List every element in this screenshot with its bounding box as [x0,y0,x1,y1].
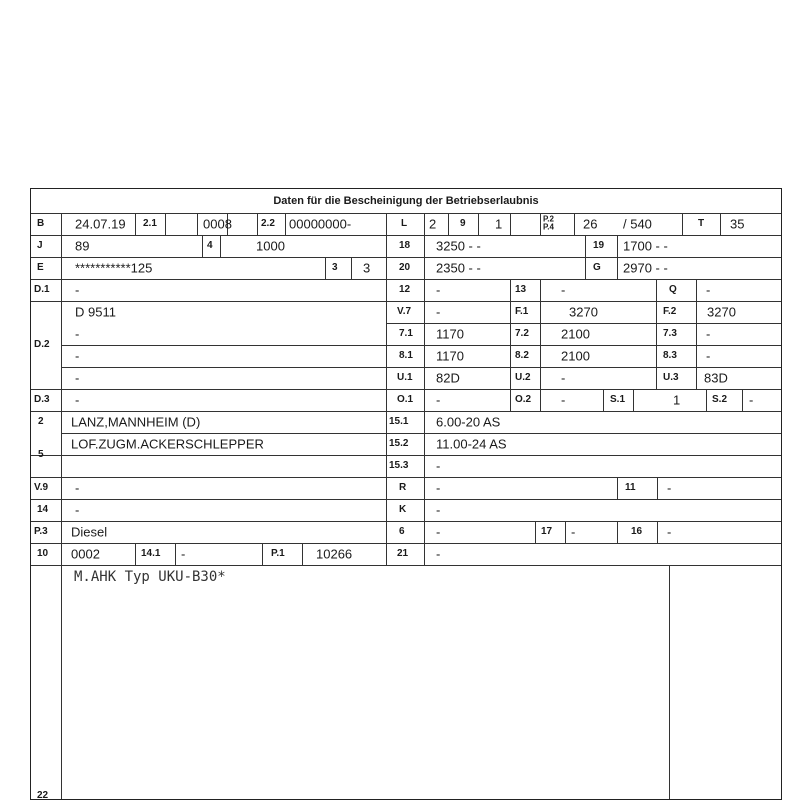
field-label-f10: 10 [37,548,49,559]
grid-line-v [720,213,721,235]
grid-line-h [31,455,782,456]
field-label-f13: 13 [515,284,527,295]
field-label-f4: 4 [207,240,213,251]
field-label-V9: V.9 [34,482,49,493]
field-label-D1: D.1 [34,284,50,295]
grid-line-v [565,521,566,543]
grid-line-h [31,477,782,478]
field-label-J: J [37,240,43,251]
field-label-F1: F.1 [515,306,529,317]
field-value-B: 24.07.19 [75,216,126,232]
grid-line-h [31,301,782,302]
grid-line-h [31,213,782,214]
field-label-f3: 3 [332,262,338,273]
field-label-f15_2: 15.2 [389,438,409,449]
field-value-D1: - [75,282,80,298]
field-value-f9: 1 [495,216,503,232]
field-value-f10: 0002 [71,546,100,562]
field-value-f2: LANZ,MANNHEIM (D) [71,414,201,430]
grid-line-v [540,279,541,389]
grid-line-v [535,521,536,543]
grid-line-h [31,389,782,390]
field-label-f14_1: 14.1 [141,548,161,559]
grid-line-v [742,389,743,411]
field-label-O2: O.2 [515,394,532,405]
field-value-P2P4: / 540 [623,216,652,232]
grid-line-v [682,213,683,235]
grid-line-h [31,279,782,280]
grid-line-v [617,235,618,279]
field-value-f18: 3250 - - [436,238,481,254]
field-label-F2: F.2 [663,306,677,317]
field-label-U3: U.3 [663,372,679,383]
field-label-P3: P.3 [34,526,48,537]
field-label-f6: 6 [399,526,405,537]
grid-line-v [657,521,658,543]
grid-line-v [617,477,618,499]
field-label-f14: 14 [37,504,49,515]
field-value-F1: 3270 [569,304,598,320]
grid-line-v [540,389,541,411]
grid-line-v [510,279,511,389]
field-value-E: ***********125 [75,260,153,276]
grid-line-v [61,213,62,800]
registration-data-form [30,188,782,800]
grid-line-h [31,499,782,500]
grid-line-h [31,411,782,412]
field-label-S1: S.1 [610,394,626,405]
grid-line-v [656,279,657,389]
form-title: Daten für die Bescheinigung der Betriebserlaubnis [273,195,539,207]
field-value-D2-line: - [75,348,80,364]
field-value-D2-line: D 9511 [75,304,116,320]
field-label-f8_2: 8.2 [515,350,529,361]
field-value-D2-line: - [75,370,80,386]
field-value-P3: Diesel [71,524,108,540]
field-label-f12: 12 [399,284,411,295]
field-value-U3: 83D [704,370,728,386]
grid-line-v [202,235,203,257]
field-value-f7_1: 1170 [436,326,464,342]
field-value-f2_1: 0008 [203,216,232,232]
field-value-f3: 3 [363,260,371,276]
field-label-f7_3: 7.3 [663,328,677,339]
field-label-f2_2: 2.2 [261,218,275,229]
grid-line-h [31,521,782,522]
field-label-V7: V.7 [397,306,412,317]
grid-line-h [61,367,782,368]
field-value-D3: - [75,392,80,408]
field-label-f20: 20 [399,262,411,273]
grid-line-v [165,213,166,235]
field-value-f13: - [561,282,566,298]
field-value-D2-line: - [75,326,80,342]
grid-line-v [386,213,387,565]
field-value-f11: - [667,480,672,496]
field-label-f2: 2 [38,416,44,427]
field-label-P2P4: P.2 P.4 [543,214,554,232]
grid-line-h [31,257,782,258]
grid-line-v [706,389,707,411]
field-label-E: E [37,262,44,273]
field-label-f8_3: 8.3 [663,350,677,361]
grid-line-h [31,543,782,544]
field-value-R: - [436,480,441,496]
field-value-J: 89 [75,238,90,254]
grid-line-h [31,235,782,236]
field-value-f21: - [436,546,441,562]
field-value-F2: 3270 [707,304,736,320]
field-value-O2: - [561,392,566,408]
field-label-f7_2: 7.2 [515,328,529,339]
grid-line-v [574,213,575,235]
field-value-f17: - [571,524,576,540]
grid-line-v [135,213,136,235]
field-value-U2: - [561,370,566,386]
field-label-R: R [399,482,407,493]
field-label-f9: 9 [460,218,466,229]
grid-line-v [657,477,658,499]
field-value-f7_2: 2100 [561,326,590,342]
field-label-f15_3: 15.3 [389,460,409,471]
field-label-P1: P.1 [271,548,285,559]
grid-line-v [220,235,221,257]
field-label-f22: 22 [37,790,49,800]
field-label-O1: O.1 [397,394,414,405]
grid-line-v [633,389,634,411]
grid-line-v [424,213,425,565]
field-label-f15_1: 15.1 [389,416,409,427]
grid-line-v [478,213,479,235]
grid-line-v [540,213,541,235]
field-label-K: K [399,504,407,515]
field-value-T: 35 [730,216,745,232]
grid-line-h [386,433,782,434]
field-value-O1: - [436,392,441,408]
field-label-f5: 5 [38,449,44,460]
grid-line-v [302,543,303,565]
field-label-U2: U.2 [515,372,531,383]
grid-line-v [448,213,449,235]
grid-line-h [61,345,782,346]
grid-line-v [351,257,352,279]
field-label-f16: 16 [631,526,643,537]
field-value-V7: - [436,304,441,320]
field-value-L: 2 [429,216,437,232]
field-value-U1: 82D [436,370,460,386]
field-value-f14_1: - [181,546,186,562]
grid-line-h [386,323,782,324]
grid-line-v [617,521,618,543]
field-value-f15_2: 11.00-24 AS [436,436,507,452]
grid-line-v [510,389,511,411]
field-value-f14: - [75,502,80,518]
field-value-f2_2: 00000000- [289,216,352,232]
grid-line-v [285,213,286,235]
field-value-f20: 2350 - - [436,260,481,276]
field-value-f15_1: 6.00-20 AS [436,414,501,430]
field-value-P2P4: 26 [583,216,598,232]
field-value-S1: 1 [673,392,681,408]
grid-line-v [197,213,198,235]
field-label-S2: S.2 [712,394,728,405]
field-label-D2: D.2 [34,339,50,350]
field-label-G: G [593,262,601,273]
field-label-Q: Q [669,284,677,295]
field-label-f19: 19 [593,240,605,251]
field-label-f7_1: 7.1 [399,328,413,339]
field-value-f4: 1000 [256,238,285,254]
field-label-f11: 11 [625,482,636,493]
field-value-f7_3: - [706,326,711,342]
field-label-D3: D.3 [34,394,50,405]
grid-line-h [61,433,386,434]
field-value-f15_3: - [436,458,441,474]
grid-line-v [325,257,326,279]
field-value-K: - [436,502,441,518]
grid-line-v [262,543,263,565]
grid-line-v [669,565,670,800]
field-label-f18: 18 [399,240,411,251]
grid-line-v [175,543,176,565]
field-label-B: B [37,218,45,229]
field-value-f8_2: 2100 [561,348,590,364]
grid-line-v [510,213,511,235]
field-value-G: 2970 - - [623,260,668,276]
grid-line-v [257,213,258,235]
field-value-f8_1: 1170 [436,348,464,364]
field-value-f22: M.AHK Typ UKU-B30* [74,569,226,585]
field-label-U1: U.1 [397,372,413,383]
field-value-f12: - [436,282,441,298]
field-value-f19: 1700 - - [623,238,668,254]
field-label-f21: 21 [397,548,409,559]
field-value-f6: - [436,524,441,540]
field-value-f5: LOF.ZUGM.ACKERSCHLEPPER [71,436,264,452]
field-value-f8_3: - [706,348,711,364]
grid-line-v [603,389,604,411]
field-label-L: L [401,218,408,229]
field-label-T: T [698,218,705,229]
grid-line-v [585,235,586,279]
field-value-f16: - [667,524,672,540]
grid-line-v [696,279,697,389]
field-value-V9: - [75,480,80,496]
grid-line-v [135,543,136,565]
field-label-f8_1: 8.1 [399,350,413,361]
field-value-S2: - [749,392,754,408]
field-value-P1: 10266 [316,546,353,562]
field-label-f17: 17 [541,526,553,537]
field-value-Q: - [706,282,711,298]
field-label-f2_1: 2.1 [143,218,157,229]
